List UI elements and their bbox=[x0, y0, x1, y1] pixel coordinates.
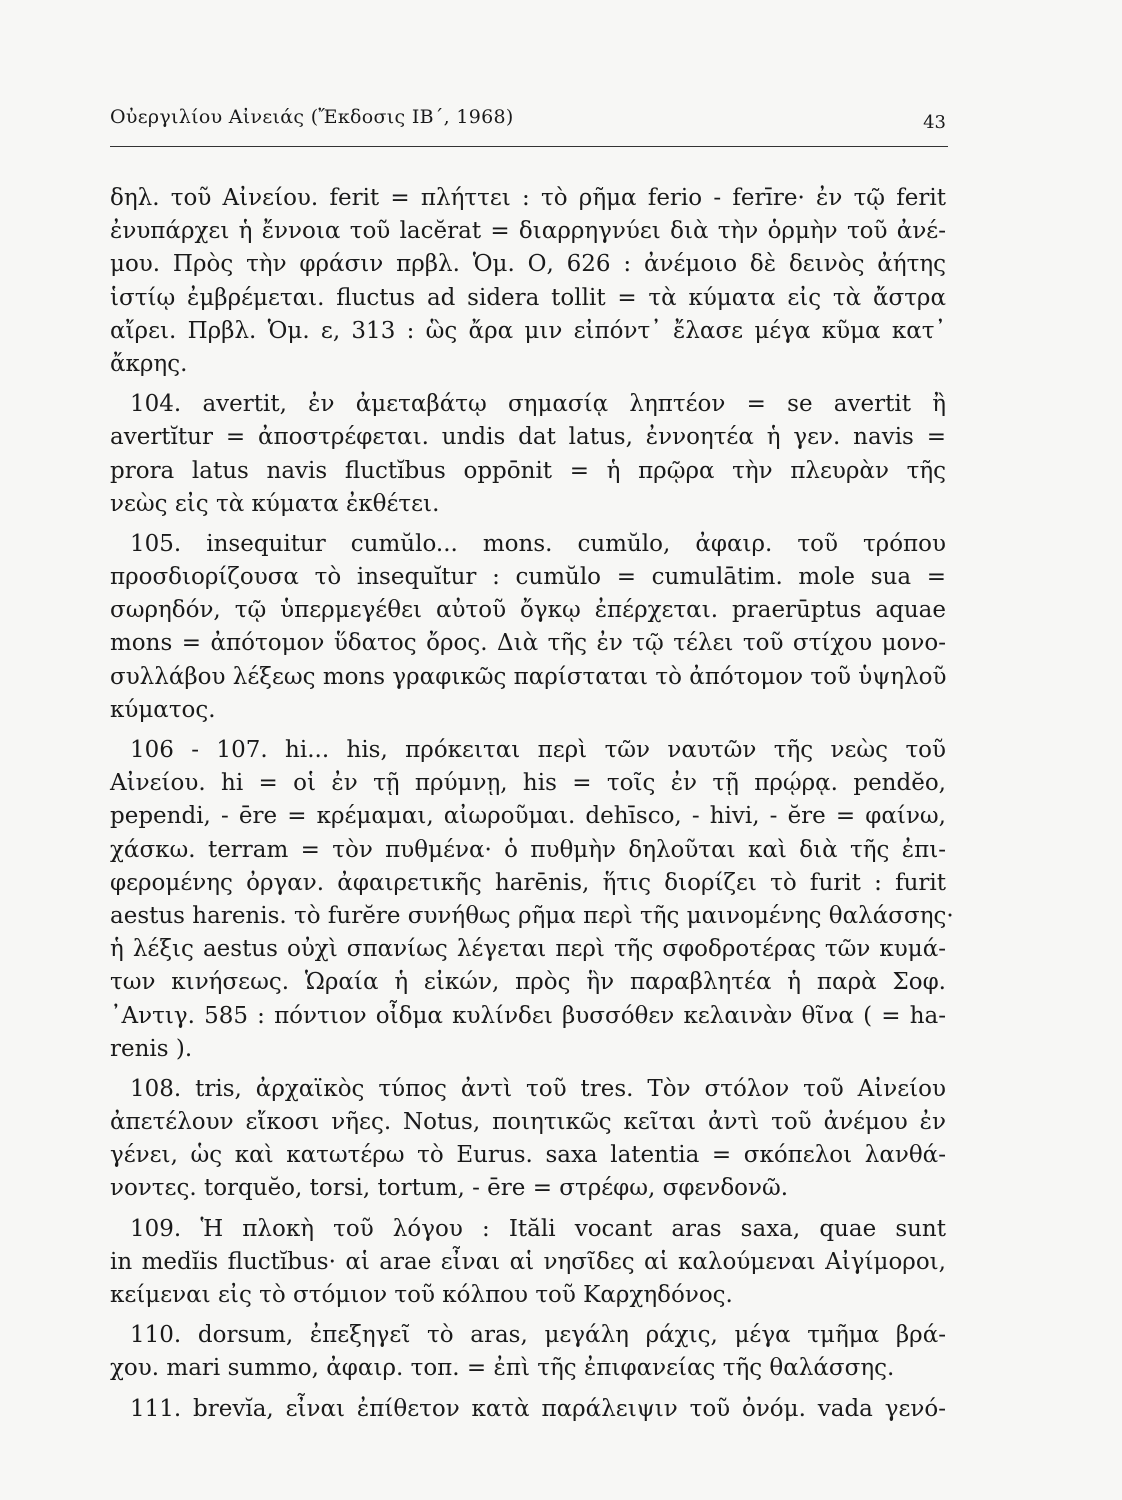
text-line: avertĭtur = ἀποστρέφεται. undis dat latus, ἐννοητέα ἡ γεν. navis = bbox=[110, 424, 946, 451]
paragraph bbox=[110, 1073, 946, 1206]
text-line: σωρηδόν, τῷ ὑπερμεγέθει αὐτοῦ ὄγκῳ ἐπέρχεται. praerūptus aquae bbox=[110, 597, 946, 624]
text-line: γένει, ὡς καὶ κατωτέρω τὸ Eurus. saxa latentia = σκόπελοι λανθά- bbox=[110, 1142, 946, 1169]
paragraph bbox=[110, 182, 946, 381]
paragraph bbox=[110, 528, 946, 727]
page-body bbox=[110, 182, 954, 1426]
text-line: φερομένης ὀργαν. ἀφαιρετικῆς harēnis, ἥτις διορίζει τὸ furit : furit bbox=[110, 869, 946, 896]
running-title: Οὐεργιλίου Αἰνειάς (Ἔκδοσις ΙΒ΄, 1968) bbox=[110, 106, 514, 128]
text-line: συλλάβου λέξεως mons γραφικῶς παρίσταται τὸ ἀπότομον τοῦ ὑψηλοῦ bbox=[110, 663, 947, 690]
text-line: Αἰνείου. hi = οἱ ἐν τῇ πρύμνῃ, his = τοῖς ἐν τῇ πρῴρᾳ. pendĕo, bbox=[110, 770, 946, 797]
text-line: ᾽Αντιγ. 585 : πόντιον οἶδμα κυλίνδει βυσσόθεν κελαινὰν θῖνα ( = ha- bbox=[110, 1002, 946, 1029]
text-line: δηλ. τοῦ Αἰνείου. ferit = πλήττει : τὸ ρῆμα ferio - ferīre· ἐν τῷ ferit bbox=[110, 185, 946, 211]
page-number: 43 bbox=[923, 112, 946, 133]
paragraph bbox=[110, 1213, 946, 1313]
paragraph bbox=[110, 1319, 946, 1385]
text-line: 104. avertit, ἐν ἀμεταβάτῳ σημασίᾳ ληπτέον = se avertit ἢ bbox=[130, 391, 946, 418]
text-line: mons = ἀπότομον ὕδατος ὄρος. Διὰ τῆς ἐν τῷ τέλει τοῦ στίχου μονο- bbox=[110, 630, 946, 657]
text-line: μου. Πρὸς τὴν φράσιν πρβλ. Ὁμ. Ο, 626 : ἀνέμοιο δὲ δεινὸς ἀήτης bbox=[110, 251, 946, 278]
text-line: 106 - 107. hi... his, πρόκειται περὶ τῶν ναυτῶν τῆς νεὼς τοῦ bbox=[130, 737, 946, 763]
text-line: in medĭis fluctĭbus· αἱ arae εἶναι αἱ νησῖδες αἱ καλούμεναι Αἰγίμοροι, bbox=[110, 1248, 946, 1275]
text-line: χου. mari summo, ἀφαιρ. τοπ. = ἐπὶ τῆς ἐπιφανείας τῆς θαλάσσης. bbox=[110, 1355, 895, 1382]
text-line: προσδιορίζουσα τὸ insequĭtur : cumŭlo = cumulātim. mole sua = bbox=[110, 564, 946, 591]
text-line: χάσκω. terram = τὸν πυθμένα· ὁ πυθμὴν δηλοῦται καὶ διὰ τῆς ἐπι- bbox=[110, 836, 946, 863]
text-line: 108. tris, ἀρχαϊκὸς τύπος ἀντὶ τοῦ tres. Τὸν στόλον τοῦ Αἰνείου bbox=[130, 1075, 946, 1102]
text-line: aestus harenis. τὸ furĕre συνήθως ρῆμα περὶ τῆς μαινομένης θαλάσσης· bbox=[110, 902, 954, 929]
text-line: 110. dorsum, ἐπεξηγεῖ τὸ aras, μεγάλη ράχις, μέγα τμῆμα βρά- bbox=[130, 1322, 946, 1349]
text-line: νεὼς εἰς τὰ κύματα ἐκθέτει. bbox=[110, 490, 440, 517]
text-line: των κινήσεως. Ὡραία ἡ εἰκών, πρὸς ἣν παραβλητέα ἡ παρὰ Σοφ. bbox=[110, 969, 946, 996]
text-line: ἄκρης. bbox=[110, 350, 188, 377]
text-line: 109. Ἡ πλοκὴ τοῦ λόγου : Ităli vocant aras saxa, quae sunt bbox=[130, 1215, 946, 1242]
text-line: αἴρει. Πρβλ. Ὁμ. ε, 313 : ὣς ἄρα μιν εἰπόντ᾽ ἔλασε μέγα κῦμα κατ᾽ bbox=[110, 317, 946, 344]
text-line: ἡ λέξις aestus οὐχὶ σπανίως λέγεται περὶ τῆς σφοδροτέρας τῶν κυμά- bbox=[110, 936, 946, 963]
text-line: ἀπετέλουν εἴκοσι νῆες. Notus, ποιητικῶς κεῖται ἀντὶ τοῦ ἀνέμου ἐν bbox=[110, 1109, 946, 1136]
text-line: ἱστίῳ ἐμβρέμεται. fluctus ad sidera tollit = τὰ κύματα εἰς τὰ ἄστρα bbox=[110, 284, 946, 311]
paragraph bbox=[110, 388, 946, 521]
text-line: prora latus navis fluctĭbus oppōnit = ἡ πρῷρα τὴν πλευρὰν τῆς bbox=[110, 457, 946, 484]
text-line: ἐνυπάρχει ἡ ἔννοια τοῦ lacĕrat = διαρρηγνύει διὰ τὴν ὁρμὴν τοῦ ἀνέ- bbox=[110, 218, 946, 245]
text-line: pependi, - ēre = κρέμαμαι, αἰωροῦμαι. dehīsco, - hivi, - ĕre = φαίνω, bbox=[110, 803, 946, 830]
text-line: renis ). bbox=[110, 1035, 193, 1062]
text-line: νοντες. torquĕo, torsi, tortum, - ēre = στρέφω, σφενδονῶ. bbox=[110, 1175, 789, 1202]
paragraph bbox=[110, 734, 954, 1066]
text-line: κύματος. bbox=[110, 696, 216, 723]
paragraph bbox=[110, 1393, 946, 1426]
page-header bbox=[110, 102, 948, 147]
text-line: 105. insequitur cumŭlo... mons. cumŭlo, ἀφαιρ. τοῦ τρόπου bbox=[130, 530, 946, 557]
text-line: 111. brevĭa, εἶναι ἐπίθετον κατὰ παράλειψιν τοῦ ὀνόμ. vada γενό- bbox=[130, 1395, 946, 1422]
text-line: κείμεναι εἰς τὸ στόμιον τοῦ κόλπου τοῦ Καρχηδόνος. bbox=[110, 1282, 733, 1308]
